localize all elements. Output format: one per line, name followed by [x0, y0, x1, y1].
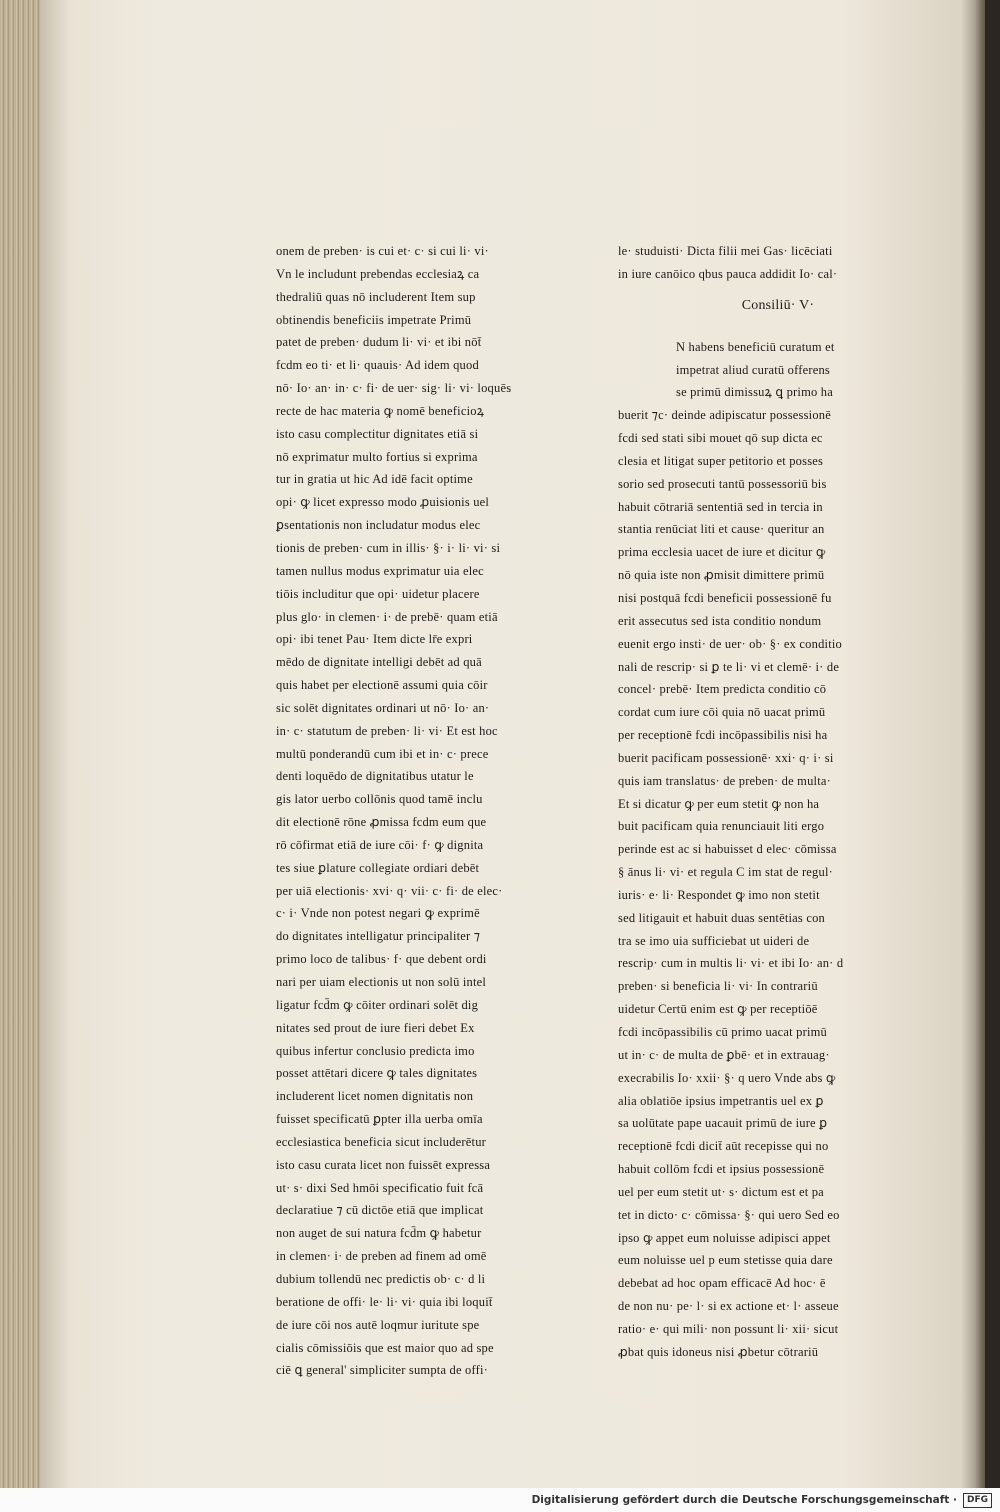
- indented-lines: [676, 336, 835, 405]
- text-line: ꝓbat quis idoneus nisi ꝓbetur cōtrariū: [618, 1344, 819, 1359]
- text-line: ciē ꝗ general' simpliciter sumpta de offi·: [276, 1363, 489, 1378]
- text-line: per receptionē fcdi incōpassibilis nisi ha: [618, 728, 828, 743]
- text-line: non auget de sui natura fcd̄m ꝙ habetur: [276, 1226, 482, 1241]
- text-line: fcdm eo ti· et li· quauis· Ad idem quod: [276, 358, 479, 373]
- text-line: multū ponderandū cum ibi et in· c· prece: [276, 746, 489, 761]
- text-line: plus glo· in clemen· i· de prebē· quam etiā: [276, 609, 498, 624]
- text-line: ꝑsentationis non includatur modus elec: [276, 518, 481, 533]
- text-line: perinde est ac si habuisset d elec· cōmissa: [618, 842, 837, 857]
- text-line: N habens beneficiū curatum et: [676, 339, 835, 354]
- text-line: tes siue ꝑlature collegiate ordiari debēt: [276, 860, 480, 875]
- text-line: execrabilis Io· xxii· §· q uero Vnde abs ꝙ: [618, 1070, 836, 1085]
- text-line: tamen nullus modus exprimatur uia elec: [276, 563, 484, 578]
- text-line: tionis de preben· cum in illis· §· i· li· vi· si: [276, 540, 501, 555]
- text-line: buerit ⁊c· deinde adipiscatur possessionē: [618, 408, 831, 423]
- footer-credit: Digitalisierung gefördert durch die Deutsche Forschungsgemeinschaft ·: [531, 1494, 957, 1506]
- text-line: uidetur Certū enim est ꝙ per receptiōē: [618, 1002, 818, 1017]
- text-column-right: [618, 240, 918, 1364]
- text-line: tet in dicto· c· cōmissa· §· qui uero Sed eo: [618, 1207, 840, 1222]
- text-line: includerent licet nomen dignitatis non: [276, 1089, 474, 1104]
- text-line: quibus infertur conclusio predicta imo: [276, 1043, 475, 1058]
- text-line: ut in· c· de multa de ꝑbē· et in extrauag·: [618, 1047, 830, 1062]
- text-line: stantia renūciat liti et cause· queritur an: [618, 522, 825, 537]
- text-line: cialis cōmissiōis que est maior quo ad spe: [276, 1340, 494, 1355]
- digitization-footer: [0, 1488, 1000, 1512]
- text-line: impetrat aliud curatū offerens: [676, 362, 830, 377]
- text-line: § ānus li· vi· et regula C im stat de regul·: [618, 865, 833, 880]
- text-line: nitates sed prout de iure fieri debet Ex: [276, 1020, 475, 1035]
- text-line: buerit pacificam possessionē· xxi· q· i· si: [618, 750, 834, 765]
- text-line: ut· s· dixi Sed hmōi specificatio fuit fcā: [276, 1180, 484, 1195]
- text-line: tur in gratia ut hic Ad idē facit optime: [276, 472, 473, 487]
- right-column-body: [618, 404, 918, 1363]
- text-line: fcdi incōpassibilis cū primo uacat primū: [618, 1025, 827, 1039]
- text-line: in· c· statutum de preben· li· vi· Et est hoc: [276, 723, 498, 738]
- text-line: ratio· e· qui mili· non possunt li· xii· sicut: [618, 1321, 839, 1336]
- gutter-shadow: [961, 0, 985, 1488]
- text-line: gis lator uerbo collōnis quod tamē inclu: [276, 792, 483, 807]
- text-line: le· studuisti· Dicta filii mei Gas· licēciati: [618, 244, 833, 258]
- text-line: sed litigauit et habuit duas sentētias con: [618, 910, 825, 925]
- text-line: habuit cōtrariā sententiā sed in tercia in: [618, 499, 823, 514]
- text-line: concel· prebē· Item predicta conditio cō: [618, 682, 827, 697]
- text-line: fcdi sed stati sibi mouet qō sup dicta ec: [618, 431, 823, 446]
- drop-cap-paragraph: [618, 336, 918, 405]
- text-line: ipso ꝙ appet eum noluisse adipisci appet: [618, 1230, 831, 1245]
- text-line: Vn le includunt prebendas ecclesiaꝝ ca: [276, 266, 480, 281]
- text-line: thedraliū quas nō includerent Item sup: [276, 289, 476, 304]
- text-line: Et si dicatur ꝙ per eum stetit ꝙ non ha: [618, 796, 820, 811]
- text-line: dit electionē rōne ꝓmissa fcdm eum que: [276, 815, 487, 830]
- text-line: recte de hac materia ꝙ nomē beneficioꝝ: [276, 403, 485, 418]
- text-line: isto casu complectitur dignitates etiā si: [276, 426, 479, 441]
- text-line: opi· ꝙ licet expresso modo ꝓuisionis uel: [276, 495, 490, 510]
- text-line: quis iam translatus· de preben· de multa·: [618, 773, 831, 788]
- text-line: ecclesiastica beneficia sicut includerētur: [276, 1134, 487, 1149]
- text-line: opi· ibi tenet Pau· Item dicte lr̄e expri: [276, 632, 473, 647]
- text-line: ligatur fcd̄m ꝙ cōiter ordinari solēt dig: [276, 997, 479, 1012]
- text-line: receptionē fcdi dicit̄ aūt recepisse qui no: [618, 1139, 829, 1154]
- text-line: buit pacificam quia renunciauit liti ergo: [618, 819, 825, 834]
- text-line: mēdo de dignitate intelligi debēt ad quā: [276, 655, 482, 670]
- text-line: nō· Io· an· in· c· fi· de uer· sig· li· vi· loquēs: [276, 381, 512, 396]
- text-line: rescrip· cum in multis li· vi· et ibi Io· an· d: [618, 956, 844, 971]
- text-line: do dignitates intelligatur principaliter ⁊: [276, 929, 481, 944]
- text-line: de non nu· pe· l· si ex actione et· l· asseue: [618, 1299, 839, 1314]
- text-line: in iure canōico qbus pauca addidit Io· cal·: [618, 266, 838, 281]
- text-line: per uiā electionis· xvi· q· vii· c· fi· de elec·: [276, 883, 503, 898]
- text-line: uel per eum stetit ut· s· dictum est et pa: [618, 1184, 824, 1199]
- text-line: tra se imo uia sufficiebat ut uideri de: [618, 933, 810, 948]
- text-line: posset attētari dicere ꝙ tales dignitates: [276, 1066, 478, 1081]
- text-line: de iure cōi nos autē loqmur iuritute spe: [276, 1317, 480, 1332]
- text-line: nō exprimatur multo fortius si exprima: [276, 449, 478, 464]
- text-line: isto casu curata licet non fuissēt expressa: [276, 1157, 491, 1172]
- text-line: in clemen· i· de preben ad finem ad omē: [276, 1249, 487, 1264]
- text-column-left: [276, 240, 568, 1382]
- text-line: beratione de offi· le· li· vi· quia ibi loquit̄: [276, 1294, 493, 1309]
- text-line: quis habet per electionē assumi quia cōir: [276, 678, 488, 693]
- text-line: sic solēt dignitates ordinari ut nō· Io· an·: [276, 700, 490, 715]
- text-line: dubium tollendū nec predictis ob· c· d li: [276, 1271, 486, 1286]
- text-line: habuit collōm fcdi et ipsius possessionē: [618, 1162, 825, 1177]
- text-line: erit assecutus sed ista conditio nondum: [618, 613, 822, 628]
- text-line: tiōis includitur que opi· uidetur placere: [276, 586, 480, 601]
- dfg-logo: DFG: [963, 1493, 992, 1508]
- text-line: preben· si beneficia li· vi· In contrariū: [618, 979, 818, 994]
- text-line: patet de preben· dudum li· vi· et ibi nōt̄: [276, 335, 482, 350]
- text-line: clesia et litigat super petitorio et posses: [618, 453, 824, 468]
- text-line: se primū dimissuꝝ ꝗ primo ha: [676, 385, 833, 400]
- right-column-intro: [618, 240, 918, 286]
- text-line: sorio sed prosecuti tantū possessoriū bis: [618, 476, 827, 491]
- text-line: denti loquēdo de dignitatibus utatur le: [276, 769, 474, 784]
- text-line: nō quia iste non ꝓmisit dimittere primū: [618, 568, 825, 583]
- text-line: nisi postquā fcdi beneficii possessionē fu: [618, 590, 832, 605]
- text-line: iuris· e· li· Respondet ꝙ imo non stetit: [618, 887, 820, 902]
- text-line: alia oblatiōe ipsius impetrantis uel ex ꝑ: [618, 1093, 824, 1108]
- text-line: obtinendis beneficiis impetrate Primū: [276, 312, 472, 327]
- text-line: eum noluisse uel p eum stetisse quia dare: [618, 1253, 833, 1268]
- text-line: c· i· Vnde non potest negari ꝙ exprimē: [276, 906, 480, 921]
- text-line: declaratiue ⁊ cū dictōe etiā que implicat: [276, 1203, 484, 1218]
- text-line: debebat ad hoc opam efficacē Ad hoc· ē: [618, 1276, 826, 1291]
- text-line: nari per uiam electionis ut non solū intel: [276, 975, 487, 989]
- text-line: rō cōfirmat etiā de iure cōi· f· ꝙ dignita: [276, 837, 484, 852]
- text-line: nali de rescrip· si ꝑ te li· vi et clemē· i· de: [618, 659, 840, 674]
- text-line: prima ecclesia uacet de iure et dicitur ꝙ: [618, 545, 826, 560]
- text-line: fuisset specificatū ꝑpter illa uerba omīa: [276, 1112, 483, 1127]
- drop-cap-space: [618, 336, 676, 404]
- text-line: sa uolūtate pape uacauit primū de iure ꝑ: [618, 1116, 828, 1131]
- consilium-heading: Consiliū· V·: [741, 297, 815, 313]
- text-line: cordat cum iure cōi quia nō uacat primū: [618, 705, 826, 720]
- text-line: primo loco de talibus· f· que debent ordi: [276, 952, 487, 967]
- text-line: euenit ergo insti· de uer· ob· §· ex conditio: [618, 636, 842, 651]
- text-line: onem de preben· is cui et· c· si cui li· vi·: [276, 244, 489, 258]
